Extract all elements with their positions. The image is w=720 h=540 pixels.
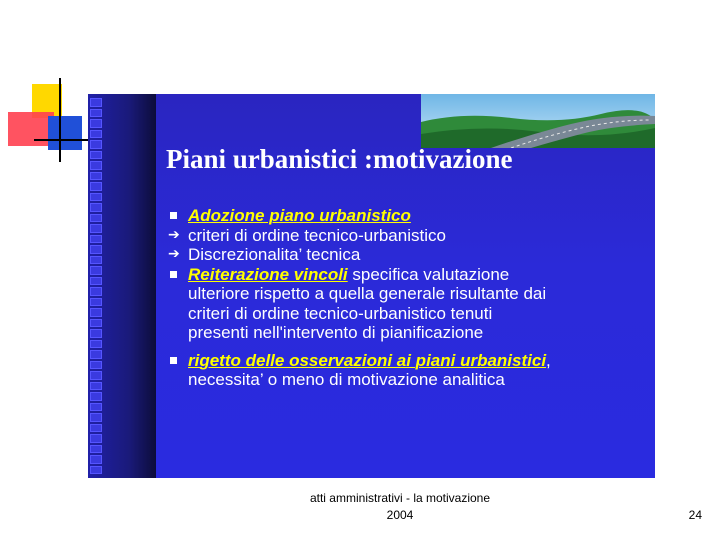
border-square <box>90 224 102 233</box>
border-square <box>90 172 102 181</box>
border-square <box>90 308 102 317</box>
border-square <box>90 413 102 422</box>
border-square <box>90 455 102 464</box>
border-square <box>90 182 102 191</box>
bullet-highlight: rigetto delle osservazioni ai piani urbanistici <box>188 350 547 370</box>
border-square <box>90 119 102 128</box>
square-bullet-icon <box>170 212 177 219</box>
border-square <box>90 350 102 359</box>
border-square <box>90 266 102 275</box>
bullet-text: ulteriore rispetto a quella generale risultante dai <box>188 284 547 303</box>
border-square <box>90 245 102 254</box>
border-square <box>90 235 102 244</box>
border-square <box>90 392 102 401</box>
bullet-item <box>166 206 646 226</box>
square-bullet-icon <box>170 357 177 364</box>
border-square <box>90 340 102 349</box>
slide-left-panel <box>88 94 156 478</box>
border-square <box>90 445 102 454</box>
footer-title: atti amministrativi - la motivazione <box>309 491 491 505</box>
border-square <box>90 466 102 475</box>
border-square <box>90 203 102 212</box>
border-square <box>90 277 102 286</box>
bullet-item <box>166 351 646 390</box>
slide-footer <box>250 490 550 524</box>
border-square <box>90 140 102 149</box>
bullet-text: criteri di ordine tecnico-urbanistico tenuti <box>188 303 493 323</box>
border-square <box>90 256 102 265</box>
bullet-text: Discrezionalita’ tecnica <box>188 245 361 264</box>
slide-content <box>166 206 646 390</box>
bullet-text: specifica valutazione <box>347 264 510 284</box>
bullet-text: criteri di ordine tecnico-urbanistico <box>188 225 446 245</box>
border-square <box>90 319 102 328</box>
corner-decoration <box>8 78 88 162</box>
border-square <box>90 151 102 160</box>
border-square <box>90 109 102 118</box>
bullet-highlight: Reiterazione vincoli <box>188 264 348 284</box>
arrow-right-icon: ➔ <box>168 226 180 243</box>
border-square <box>90 130 102 139</box>
border-square <box>90 98 102 107</box>
bullet-item <box>166 245 646 265</box>
road-landscape-image <box>421 94 655 148</box>
slide-image <box>88 94 655 478</box>
border-square <box>90 161 102 170</box>
border-square <box>90 193 102 202</box>
bullet-highlight: Adozione piano urbanistico <box>188 206 411 225</box>
bullet-text: , <box>546 350 551 370</box>
border-square <box>90 329 102 338</box>
arrow-right-icon: ➔ <box>168 246 180 262</box>
footer-year: 2004 <box>386 508 414 522</box>
border-square <box>90 382 102 391</box>
square-bullet-icon <box>170 271 177 278</box>
bullet-text: necessita’ o meno di motivazione analitica <box>188 370 505 389</box>
bullet-item <box>166 226 646 246</box>
border-square <box>90 424 102 433</box>
slide-title: Piani urbanistici :motivazione <box>166 144 513 174</box>
border-square <box>90 371 102 380</box>
border-square <box>90 361 102 370</box>
border-square <box>90 287 102 296</box>
border-square <box>90 403 102 412</box>
slide-border-pattern <box>90 98 104 474</box>
border-square <box>90 298 102 307</box>
bullet-item <box>166 265 646 343</box>
bullet-text: presenti nell'intervento di pianificazione <box>188 323 484 342</box>
page-number: 24 <box>688 508 702 522</box>
border-square <box>90 214 102 223</box>
border-square <box>90 434 102 443</box>
